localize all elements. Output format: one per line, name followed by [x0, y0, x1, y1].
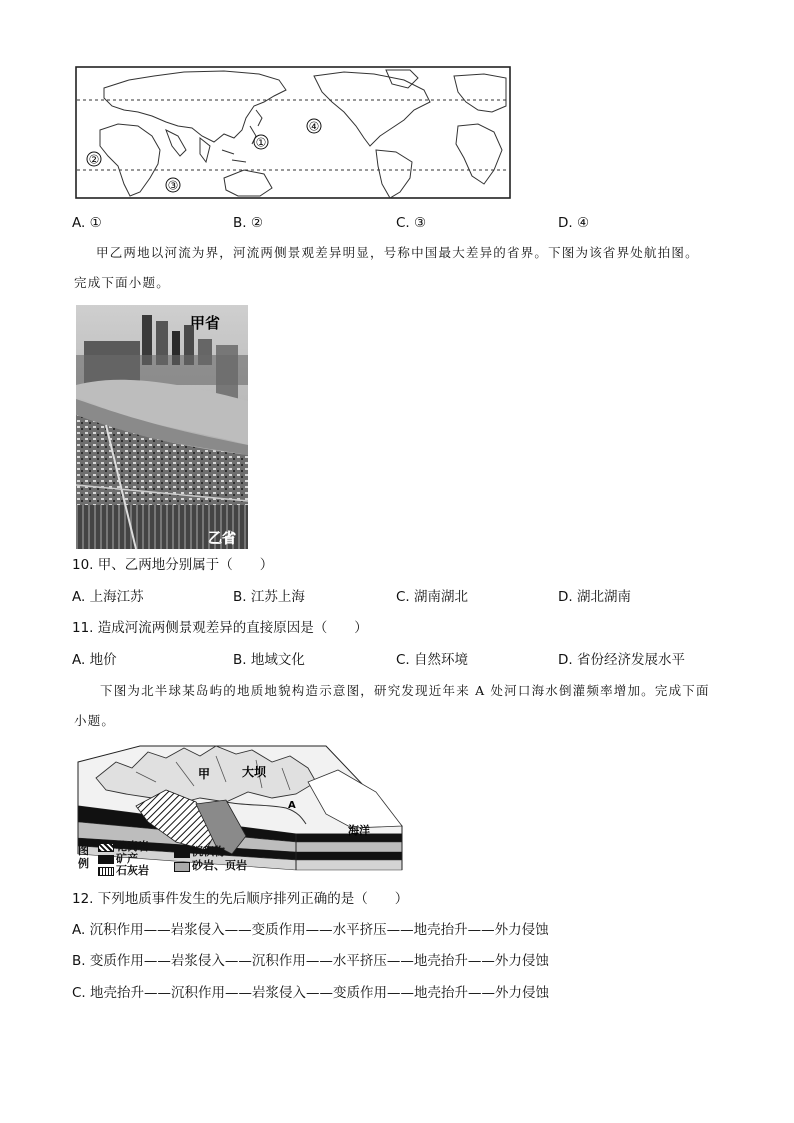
passage1-line1: 甲乙两地以河流为界，河流两侧景观差异明显，号称中国最大差异的省界。下图为该省界处航拍图。	[96, 245, 699, 260]
q10-option-c[interactable]: C. 湖南湖北	[396, 589, 469, 605]
q11-option-a[interactable]: A. 地价	[72, 652, 117, 668]
legend-label-sandstone: 砂岩、页岩	[192, 859, 247, 872]
photo-label-top: 甲省	[190, 314, 221, 332]
aerial-photo-figure	[76, 305, 248, 549]
q10-option-b[interactable]: B. 江苏上海	[233, 589, 305, 605]
world-map-figure	[74, 66, 514, 200]
legend-swatch-granite	[98, 843, 114, 852]
legend-swatch-sediment	[174, 848, 190, 858]
passage2-line1: 下图为北半球某岛屿的地质地貌构造示意图，研究发现近年来 A 处河口海水倒灌频率增加。完成下面	[100, 683, 710, 698]
q12-option-b[interactable]: B. 变质作用——岩浆侵入——沉积作用——水平挤压——地壳抬升——外力侵蚀	[72, 953, 549, 969]
legend-title: 图例	[78, 844, 89, 870]
q9-option-b[interactable]: B. ②	[233, 215, 263, 231]
q10-option-a[interactable]: A. 上海江苏	[72, 589, 144, 605]
q10-option-d[interactable]: D. 湖北湖南	[558, 589, 631, 605]
passage1-line2: 完成下面小题。	[74, 275, 170, 290]
diagram-legend	[76, 840, 406, 880]
marker-1: ①	[255, 135, 267, 150]
legend-label-granite: 花岗岩	[116, 840, 149, 853]
legend-swatch-ore	[98, 855, 114, 864]
diagram-label-ocean: 海洋	[348, 824, 370, 837]
q11-option-b[interactable]: B. 地域文化	[233, 652, 305, 668]
q12-stem: 12. 下列地质事件发生的先后顺序排列正确的是（ ）	[72, 891, 409, 907]
q9-option-d[interactable]: D. ④	[558, 215, 590, 231]
diagram-label-dam: 大坝	[242, 765, 267, 779]
q12-option-c[interactable]: C. 地壳抬升——沉积作用——岩浆侵入——变质作用——地壳抬升——外力侵蚀	[72, 985, 550, 1001]
diagram-label-jia: 甲	[198, 767, 211, 781]
diagram-label-a: A	[288, 800, 296, 811]
q9-option-a[interactable]: A. ①	[72, 215, 102, 231]
q11-stem: 11. 造成河流两侧景观差异的直接原因是（ ）	[72, 620, 368, 636]
legend-label-sediment: 沉积物	[192, 845, 225, 858]
q12-option-a[interactable]: A. 沉积作用——岩浆侵入——变质作用——水平挤压——地壳抬升——外力侵蚀	[72, 922, 549, 938]
legend-swatch-limestone	[98, 867, 114, 876]
legend-label-ore: 矿产	[116, 852, 138, 865]
marker-2: ②	[88, 152, 100, 167]
q11-option-c[interactable]: C. 自然环境	[396, 652, 469, 668]
passage2-line2: 小题。	[74, 713, 116, 728]
marker-4: ④	[308, 119, 320, 134]
marker-3: ③	[167, 178, 179, 193]
photo-label-bottom: 乙省	[208, 531, 236, 547]
legend-swatch-sandstone	[174, 862, 190, 872]
legend-label-limestone: 石灰岩	[116, 864, 149, 877]
q10-stem: 10. 甲、乙两地分别属于（ ）	[72, 557, 274, 573]
q9-option-c[interactable]: C. ③	[396, 215, 427, 231]
q11-option-d[interactable]: D. 省份经济发展水平	[558, 652, 685, 668]
